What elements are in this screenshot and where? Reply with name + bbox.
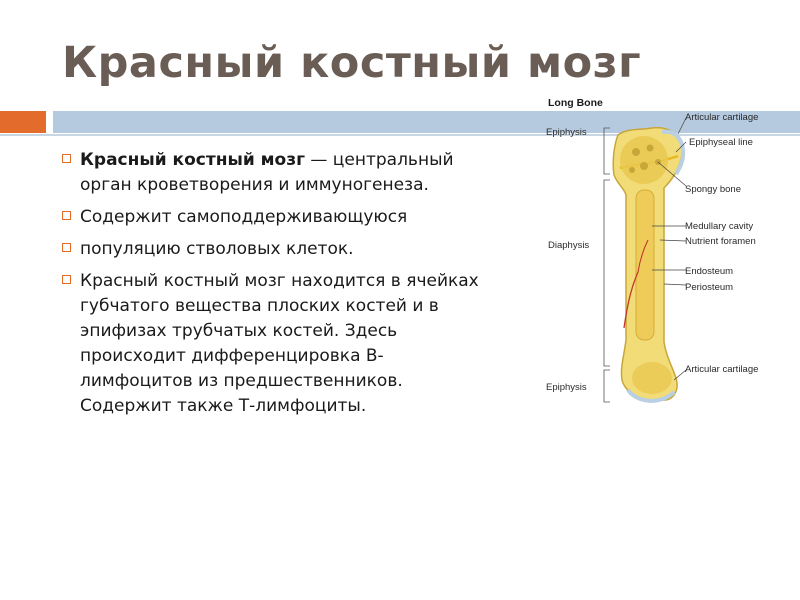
bullet-square-icon — [62, 154, 71, 163]
slide-title: Красный костный мозг — [62, 38, 642, 88]
bullet-item — [62, 269, 492, 419]
label-endosteum: Endosteum — [685, 266, 734, 277]
label-epiphysis-bottom: Epiphysis — [546, 382, 587, 393]
bullet-square-icon — [62, 275, 71, 284]
medullary-cavity — [636, 190, 654, 340]
bullet-square-icon — [62, 211, 71, 220]
spongy-pore — [647, 145, 654, 152]
spongy-bone-bottom — [632, 362, 672, 394]
long-bone-diagram — [540, 90, 800, 420]
bullet-item — [62, 237, 492, 262]
label-diaphysis: Diaphysis — [548, 240, 590, 251]
label-spongy-bone: Spongy bone — [685, 184, 741, 195]
definition-text: — центральный орган кроветворения и иммуногенеза. — [80, 150, 454, 195]
term: Красный костный мозг — [80, 150, 305, 170]
label-nutrient-foramen: Nutrient foramen — [685, 236, 756, 247]
label-medullary-cavity: Medullary cavity — [685, 221, 754, 232]
bullet-text: Содержит самоподдерживающуюся — [80, 207, 408, 227]
spongy-pore — [640, 162, 648, 170]
spongy-pore — [632, 148, 640, 156]
slide-body — [62, 148, 492, 426]
bullet-square-icon — [62, 243, 71, 252]
header-accent-orange — [0, 111, 46, 133]
label-epiphysis-top: Epiphysis — [546, 127, 587, 138]
spongy-pore — [629, 167, 635, 173]
label-articular-cartilage-bottom: Articular cartilage — [685, 364, 759, 375]
bullet-text: популяцию стволовых клеток. — [80, 239, 354, 259]
left-brackets — [604, 128, 610, 402]
label-epiphyseal-line: Epiphyseal line — [689, 137, 753, 148]
label-periosteum: Periosteum — [685, 282, 734, 293]
bullet-item — [62, 148, 492, 198]
spongy-bone-top — [620, 136, 668, 184]
bullet-text: Красный костный мозг находится в ячейках губчатого вещества плоских костей и в эпифизах трубчатых костей. Здесь происходит дифференцировка В-лимфоцитов из предшественников. Содержит также Т-лимфоциты. — [80, 271, 479, 416]
diagram-title: Long Bone — [548, 97, 603, 109]
label-articular-cartilage-top: Articular cartilage — [685, 112, 759, 123]
bullet-item — [62, 205, 492, 230]
